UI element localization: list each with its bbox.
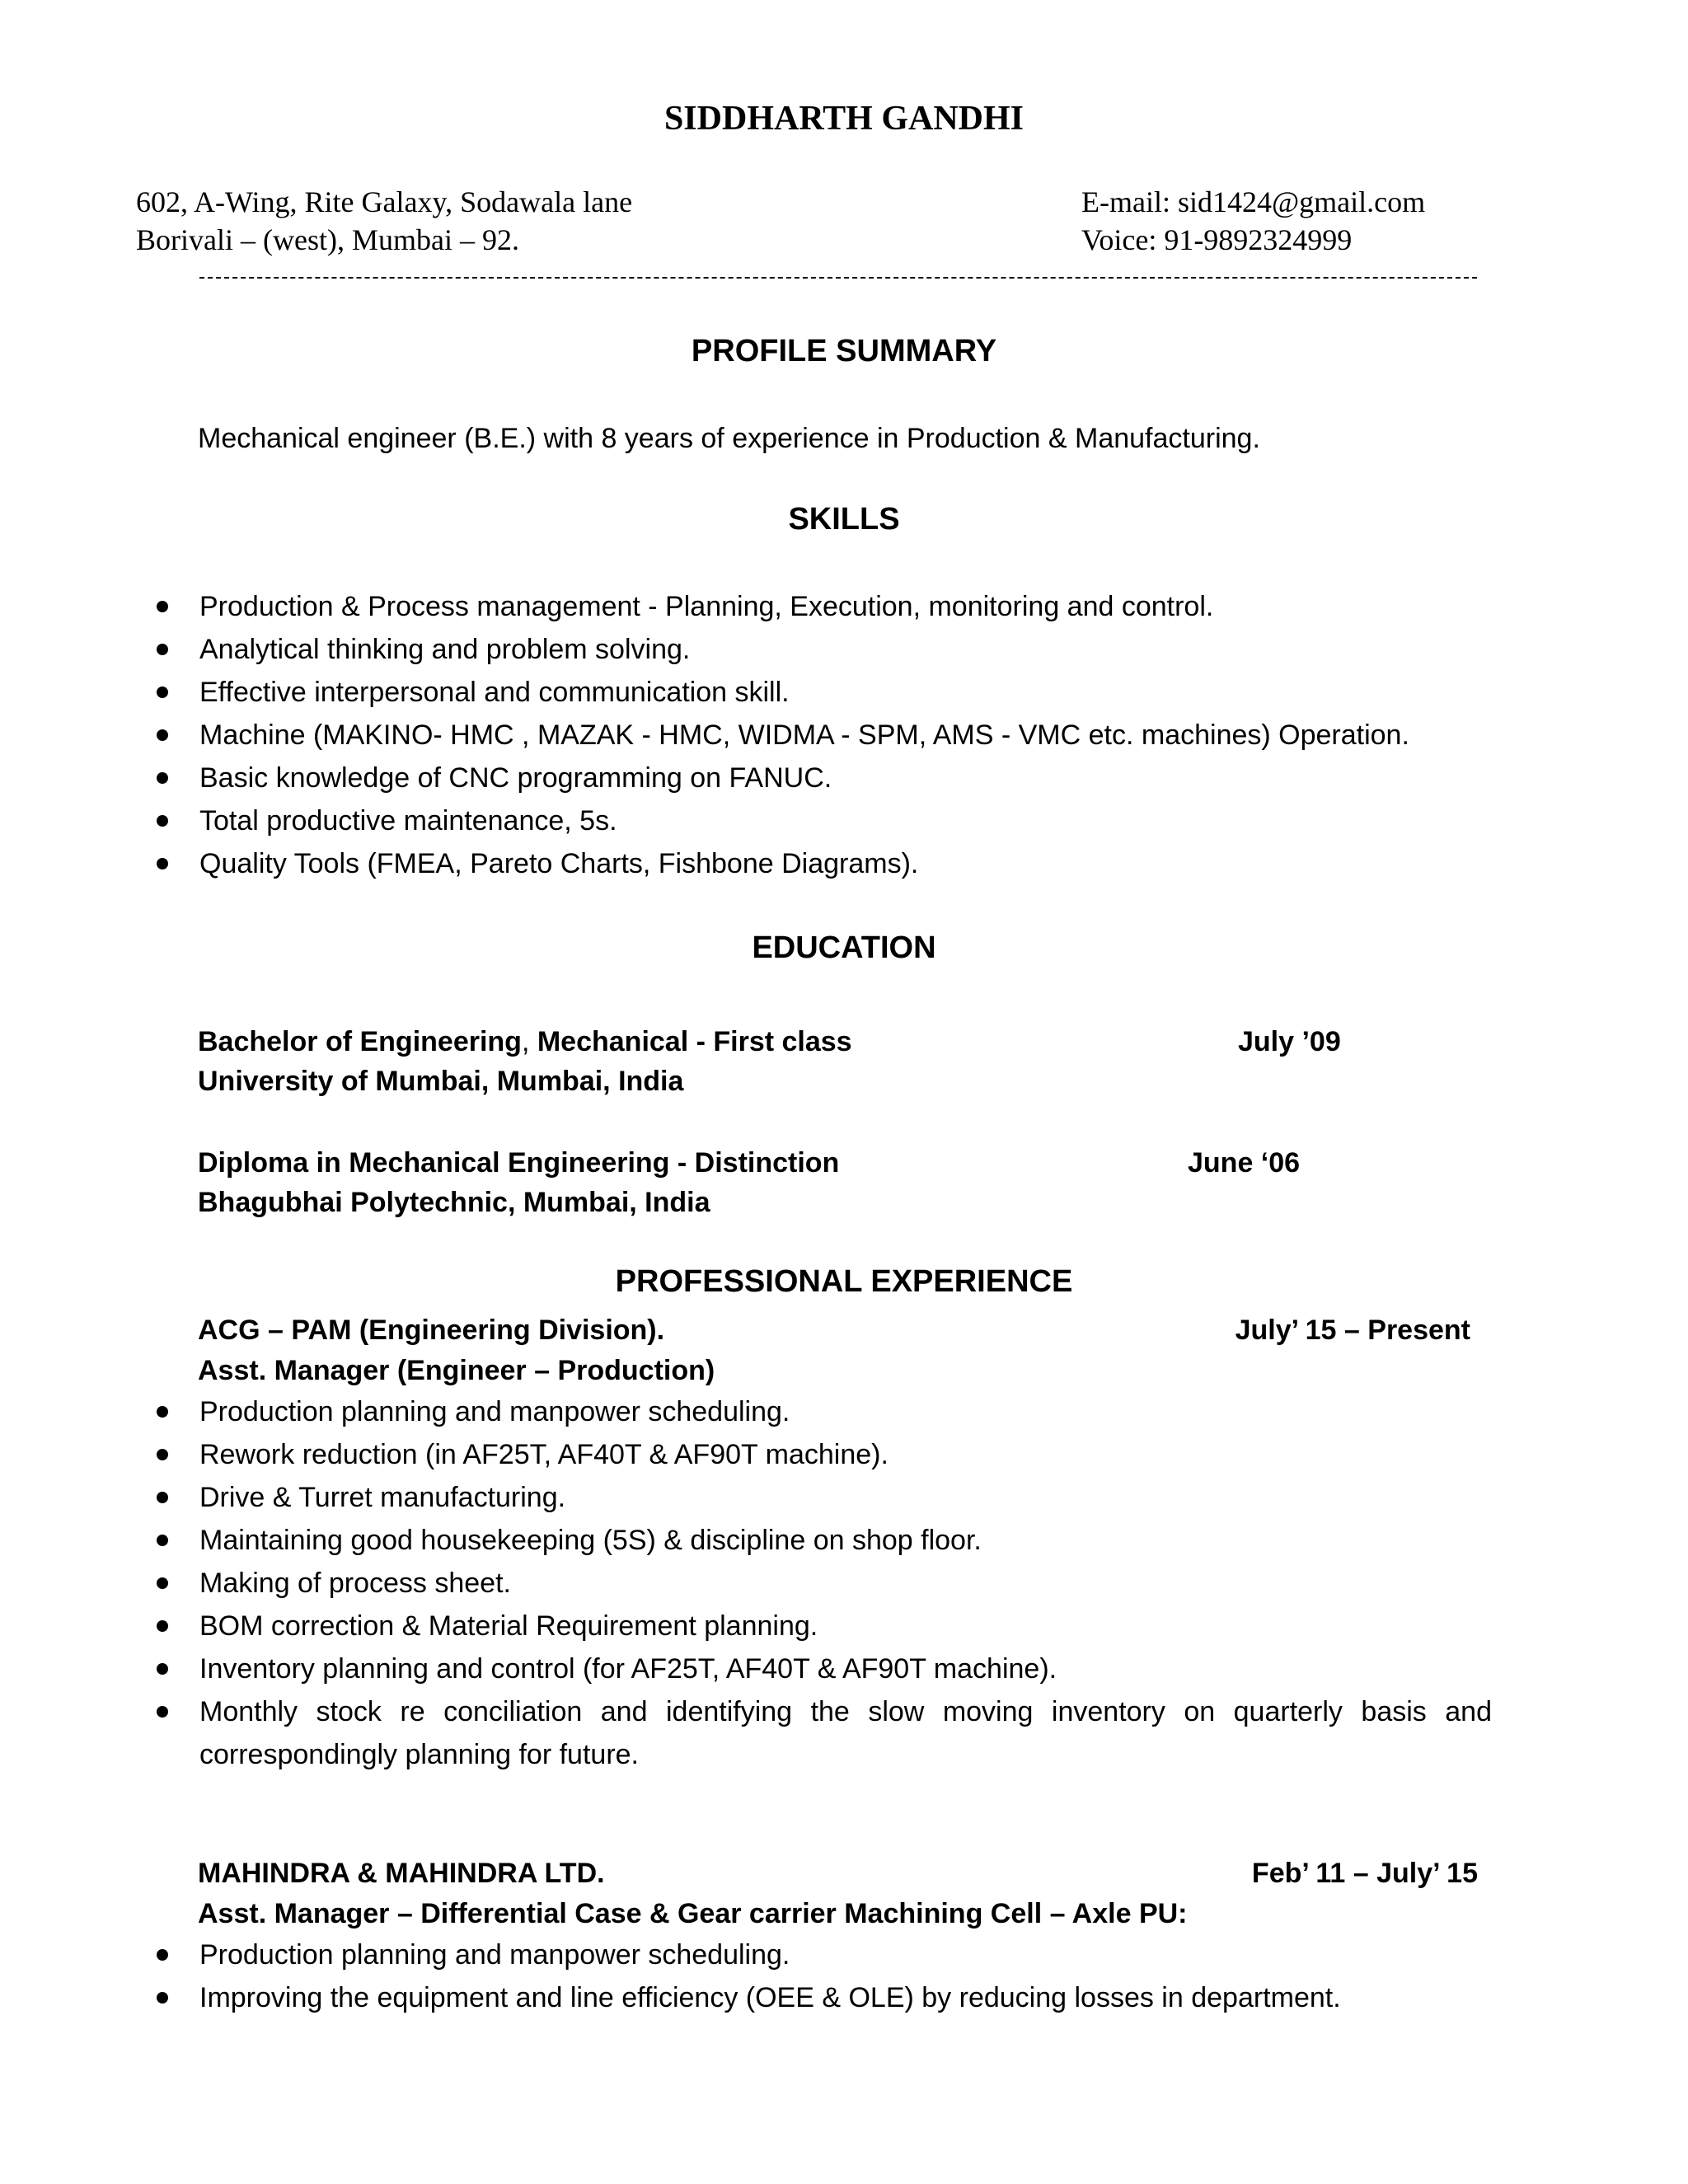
list-item: Inventory planning and control (for AF25T, AF40T & AF90T machine). xyxy=(157,1647,1492,1690)
list-item: Improving the equipment and line efficiency (OEE & OLE) by reducing losses in department. xyxy=(157,1976,1492,2019)
list-item: Effective interpersonal and communication skill. xyxy=(157,671,1492,714)
bullet-icon xyxy=(157,687,168,698)
bullet-icon xyxy=(157,772,168,784)
job-dates-1: July’ 15 – Present xyxy=(1235,1315,1470,1346)
address-block xyxy=(136,183,632,259)
candidate-name: SIDDHARTH GANDHI xyxy=(663,100,1025,138)
education-institution-1: University of Mumbai, Mumbai, India xyxy=(198,1066,684,1097)
bullet-icon xyxy=(157,644,168,655)
list-item: Production & Process management - Planning, Execution, monitoring and control. xyxy=(157,585,1492,628)
bullet-icon xyxy=(157,1620,168,1632)
bullet-icon xyxy=(157,1406,168,1418)
bullet-icon xyxy=(157,729,168,741)
list-item: Quality Tools (FMEA, Pareto Charts, Fishbone Diagrams). xyxy=(157,842,1492,885)
list-item: Monthly stock re conciliation and identifying the slow moving inventory on quarterly basis and correspondingly planning for future. xyxy=(157,1690,1492,1776)
bullet-icon xyxy=(157,858,168,869)
bullet-icon xyxy=(157,1992,168,2004)
job-duties-2 xyxy=(157,1933,1492,2019)
phone-text: Voice: 91-9892324999 xyxy=(1081,223,1353,256)
header-divider xyxy=(199,277,1477,279)
list-item: Basic knowledge of CNC programming on FANUC. xyxy=(157,757,1492,799)
bullet-icon xyxy=(157,601,168,612)
education-institution-2: Bhagubhai Polytechnic, Mumbai, India xyxy=(198,1187,710,1218)
list-item: Production planning and manpower scheduling. xyxy=(157,1390,1492,1433)
job-company-1: ACG – PAM (Engineering Division). xyxy=(198,1315,665,1346)
list-item: BOM correction & Material Requirement planning. xyxy=(157,1605,1492,1647)
bullet-icon xyxy=(157,1663,168,1675)
list-item: Making of process sheet. xyxy=(157,1562,1492,1605)
profile-summary-heading: PROFILE SUMMARY xyxy=(691,334,997,368)
job-role-2: Asst. Manager – Differential Case & Gear carrier Machining Cell – Axle PU: xyxy=(198,1898,1188,1929)
skills-list xyxy=(157,585,1492,885)
address-line-1: 602, A-Wing, Rite Galaxy, Sodawala lane xyxy=(136,185,633,218)
education-date-2: June ‘06 xyxy=(1188,1147,1301,1179)
education-degree-2: Diploma in Mechanical Engineering - Distinction xyxy=(198,1147,840,1179)
contact-block xyxy=(1081,183,1425,259)
bullet-icon xyxy=(157,1706,168,1718)
profile-summary-text: Mechanical engineer (B.E.) with 8 years of experience in Production & Manufacturing. xyxy=(198,423,1260,454)
list-item: Drive & Turret manufacturing. xyxy=(157,1476,1492,1519)
job-duties-1 xyxy=(157,1390,1492,1776)
list-item: Total productive maintenance, 5s. xyxy=(157,799,1492,842)
bullet-icon xyxy=(157,1949,168,1961)
list-item: Maintaining good housekeeping (5S) & discipline on shop floor. xyxy=(157,1519,1492,1562)
job-dates-2: Feb’ 11 – July’ 15 xyxy=(1251,1858,1478,1889)
education-date-1: July ’09 xyxy=(1238,1026,1341,1057)
education-heading: EDUCATION xyxy=(752,930,936,965)
list-item: Analytical thinking and problem solving. xyxy=(157,628,1492,671)
list-item: Rework reduction (in AF25T, AF40T & AF90T machine). xyxy=(157,1433,1492,1476)
email-text: E-mail: sid1424@gmail.com xyxy=(1081,185,1426,218)
address-line-2: Borivali – (west), Mumbai – 92. xyxy=(136,223,519,256)
bullet-icon xyxy=(157,1535,168,1546)
skills-heading: SKILLS xyxy=(788,502,900,537)
list-item: Machine (MAKINO- HMC , MAZAK - HMC, WIDMA - SPM, AMS - VMC etc. machines) Operation. xyxy=(157,714,1492,757)
job-company-2: MAHINDRA & MAHINDRA LTD. xyxy=(198,1858,605,1889)
bullet-icon xyxy=(157,1492,168,1503)
job-role-1: Asst. Manager (Engineer – Production) xyxy=(198,1355,715,1386)
bullet-icon xyxy=(157,1577,168,1589)
list-item: Production planning and manpower scheduling. xyxy=(157,1933,1492,1976)
bullet-icon xyxy=(157,815,168,827)
education-degree-1: Bachelor of Engineering, Mechanical - First class xyxy=(198,1026,852,1057)
experience-heading: PROFESSIONAL EXPERIENCE xyxy=(615,1264,1073,1299)
bullet-icon xyxy=(157,1449,168,1460)
